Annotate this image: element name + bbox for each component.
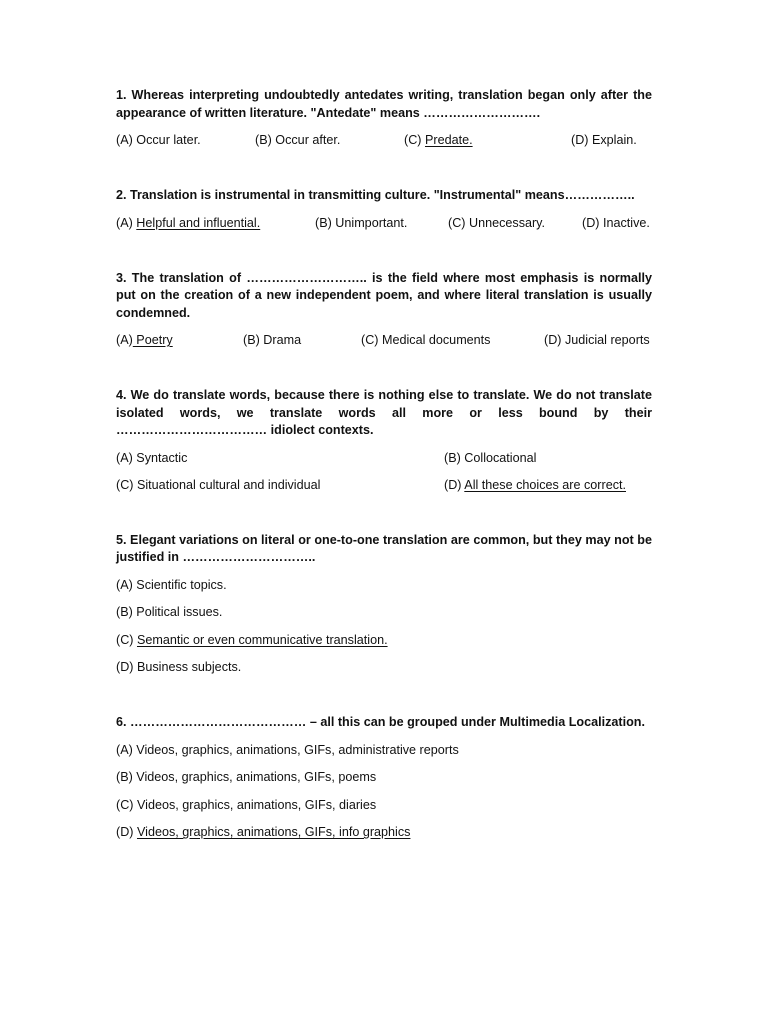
option-letter: (B): [255, 133, 276, 147]
option-letter: (C): [404, 133, 425, 147]
question-text: 5. Elegant variations on literal or one-to-one translation are common, but they may not be justified in …………………………..: [116, 532, 652, 564]
option-text: Business subjects.: [136, 660, 242, 674]
question-1: [116, 87, 652, 150]
option-b: [315, 215, 407, 233]
option-text-correct: Videos, graphics, animations, GIFs, info graphics: [136, 825, 411, 839]
option-text-correct: Helpful and influential.: [136, 215, 261, 230]
option-letter: (A): [116, 333, 133, 347]
option-text: Videos, graphics, animations, GIFs, administrative reports: [136, 742, 459, 757]
option-a: [116, 742, 652, 760]
question-6: [116, 714, 652, 842]
option-text: Scientific topics.: [136, 577, 227, 592]
option-text: Situational cultural and individual: [136, 477, 321, 492]
option-b: [444, 450, 536, 468]
option-letter: (B): [444, 450, 465, 465]
option-letter: (D): [116, 660, 137, 674]
question-4: [116, 387, 652, 495]
option-letter: (C): [116, 477, 137, 492]
options: [116, 742, 652, 843]
option-d: [571, 132, 637, 150]
option-text: Medical documents: [381, 333, 491, 347]
option-a: [116, 577, 652, 595]
option-text: Political issues.: [136, 605, 223, 619]
option-text: Explain.: [591, 133, 637, 147]
option-c: [404, 132, 473, 150]
option-text-correct: Predate.: [424, 133, 473, 147]
option-letter: (A): [116, 577, 137, 592]
option-a: [116, 215, 260, 233]
options: [116, 577, 652, 678]
options-row-2: [116, 477, 652, 495]
option-text: Drama: [263, 333, 302, 347]
option-a: [116, 450, 187, 468]
option-text: Videos, graphics, animations, GIFs, diaries: [136, 797, 377, 812]
option-c: [116, 477, 320, 495]
options-row-1: [116, 450, 652, 468]
question-text: 3. The translation of ……………………….. is the field where most emphasis is normally put on the creation of a new independent poem, and where literal translation is usually condemned.: [116, 270, 652, 320]
option-text: Inactive.: [602, 215, 650, 230]
option-letter: (A): [116, 133, 137, 147]
option-a: [116, 132, 201, 150]
question-text: 2. Translation is instrumental in transmitting culture. "Instrumental" means……………..: [116, 188, 635, 202]
option-text: Syntactic: [136, 450, 188, 465]
option-d: [444, 477, 626, 495]
option-letter: (D): [116, 825, 137, 839]
option-text-correct: All these choices are correct.: [464, 477, 626, 492]
quiz-document: [116, 87, 652, 842]
options: [116, 215, 652, 233]
option-letter: (B): [243, 333, 264, 347]
option-letter: (C): [361, 333, 382, 347]
option-d: [544, 332, 650, 350]
options: [116, 332, 652, 350]
option-c: [448, 215, 545, 233]
option-text: Occur after.: [275, 133, 341, 147]
option-d: [116, 659, 652, 677]
option-letter: (B): [116, 605, 137, 619]
option-text: Videos, graphics, animations, GIFs, poems: [136, 770, 377, 784]
question-text: 6. …………………………………… – all this can be grouped under Multimedia Localization.: [116, 715, 645, 729]
question-2: [116, 187, 652, 233]
option-c: [361, 332, 490, 350]
option-text: Unimportant.: [335, 215, 408, 230]
question-5: [116, 532, 652, 678]
option-letter: (D): [571, 133, 592, 147]
question-3: [116, 270, 652, 351]
option-d: [582, 215, 650, 233]
option-letter: (B): [116, 770, 137, 784]
option-b: [243, 332, 301, 350]
option-letter: (D): [544, 333, 565, 347]
option-d: [116, 824, 652, 842]
option-text-correct: Poetry: [132, 333, 173, 347]
option-letter: (C): [116, 797, 137, 812]
option-letter: (D): [444, 477, 465, 492]
option-text-correct: Semantic or even communicative translation.: [136, 632, 388, 647]
option-letter: (C): [448, 215, 469, 230]
question-text: 4. We do translate words, because there is nothing else to translate. We do not translate isolated words, we translate words all more or less bound by their ……………………………… idiolect contexts.: [116, 388, 652, 437]
option-b: [116, 769, 652, 787]
option-letter: (D): [582, 215, 603, 230]
option-letter: (C): [116, 632, 137, 647]
option-c: [116, 797, 652, 815]
option-text: Judicial reports: [564, 333, 650, 347]
option-a: [116, 332, 173, 350]
option-text: Occur later.: [136, 133, 201, 147]
option-letter: (A): [116, 742, 137, 757]
option-letter: (A): [116, 215, 137, 230]
options: [116, 132, 652, 150]
option-c: [116, 632, 652, 650]
option-b: [255, 132, 340, 150]
option-text: Collocational: [464, 450, 537, 465]
option-letter: (B): [315, 215, 336, 230]
question-text: 1. Whereas interpreting undoubtedly antedates writing, translation began only after the appearance of written literature. "Antedate" means ……………………….: [116, 88, 652, 120]
option-text: Unnecessary.: [468, 215, 546, 230]
option-b: [116, 604, 652, 622]
option-letter: (A): [116, 450, 137, 465]
